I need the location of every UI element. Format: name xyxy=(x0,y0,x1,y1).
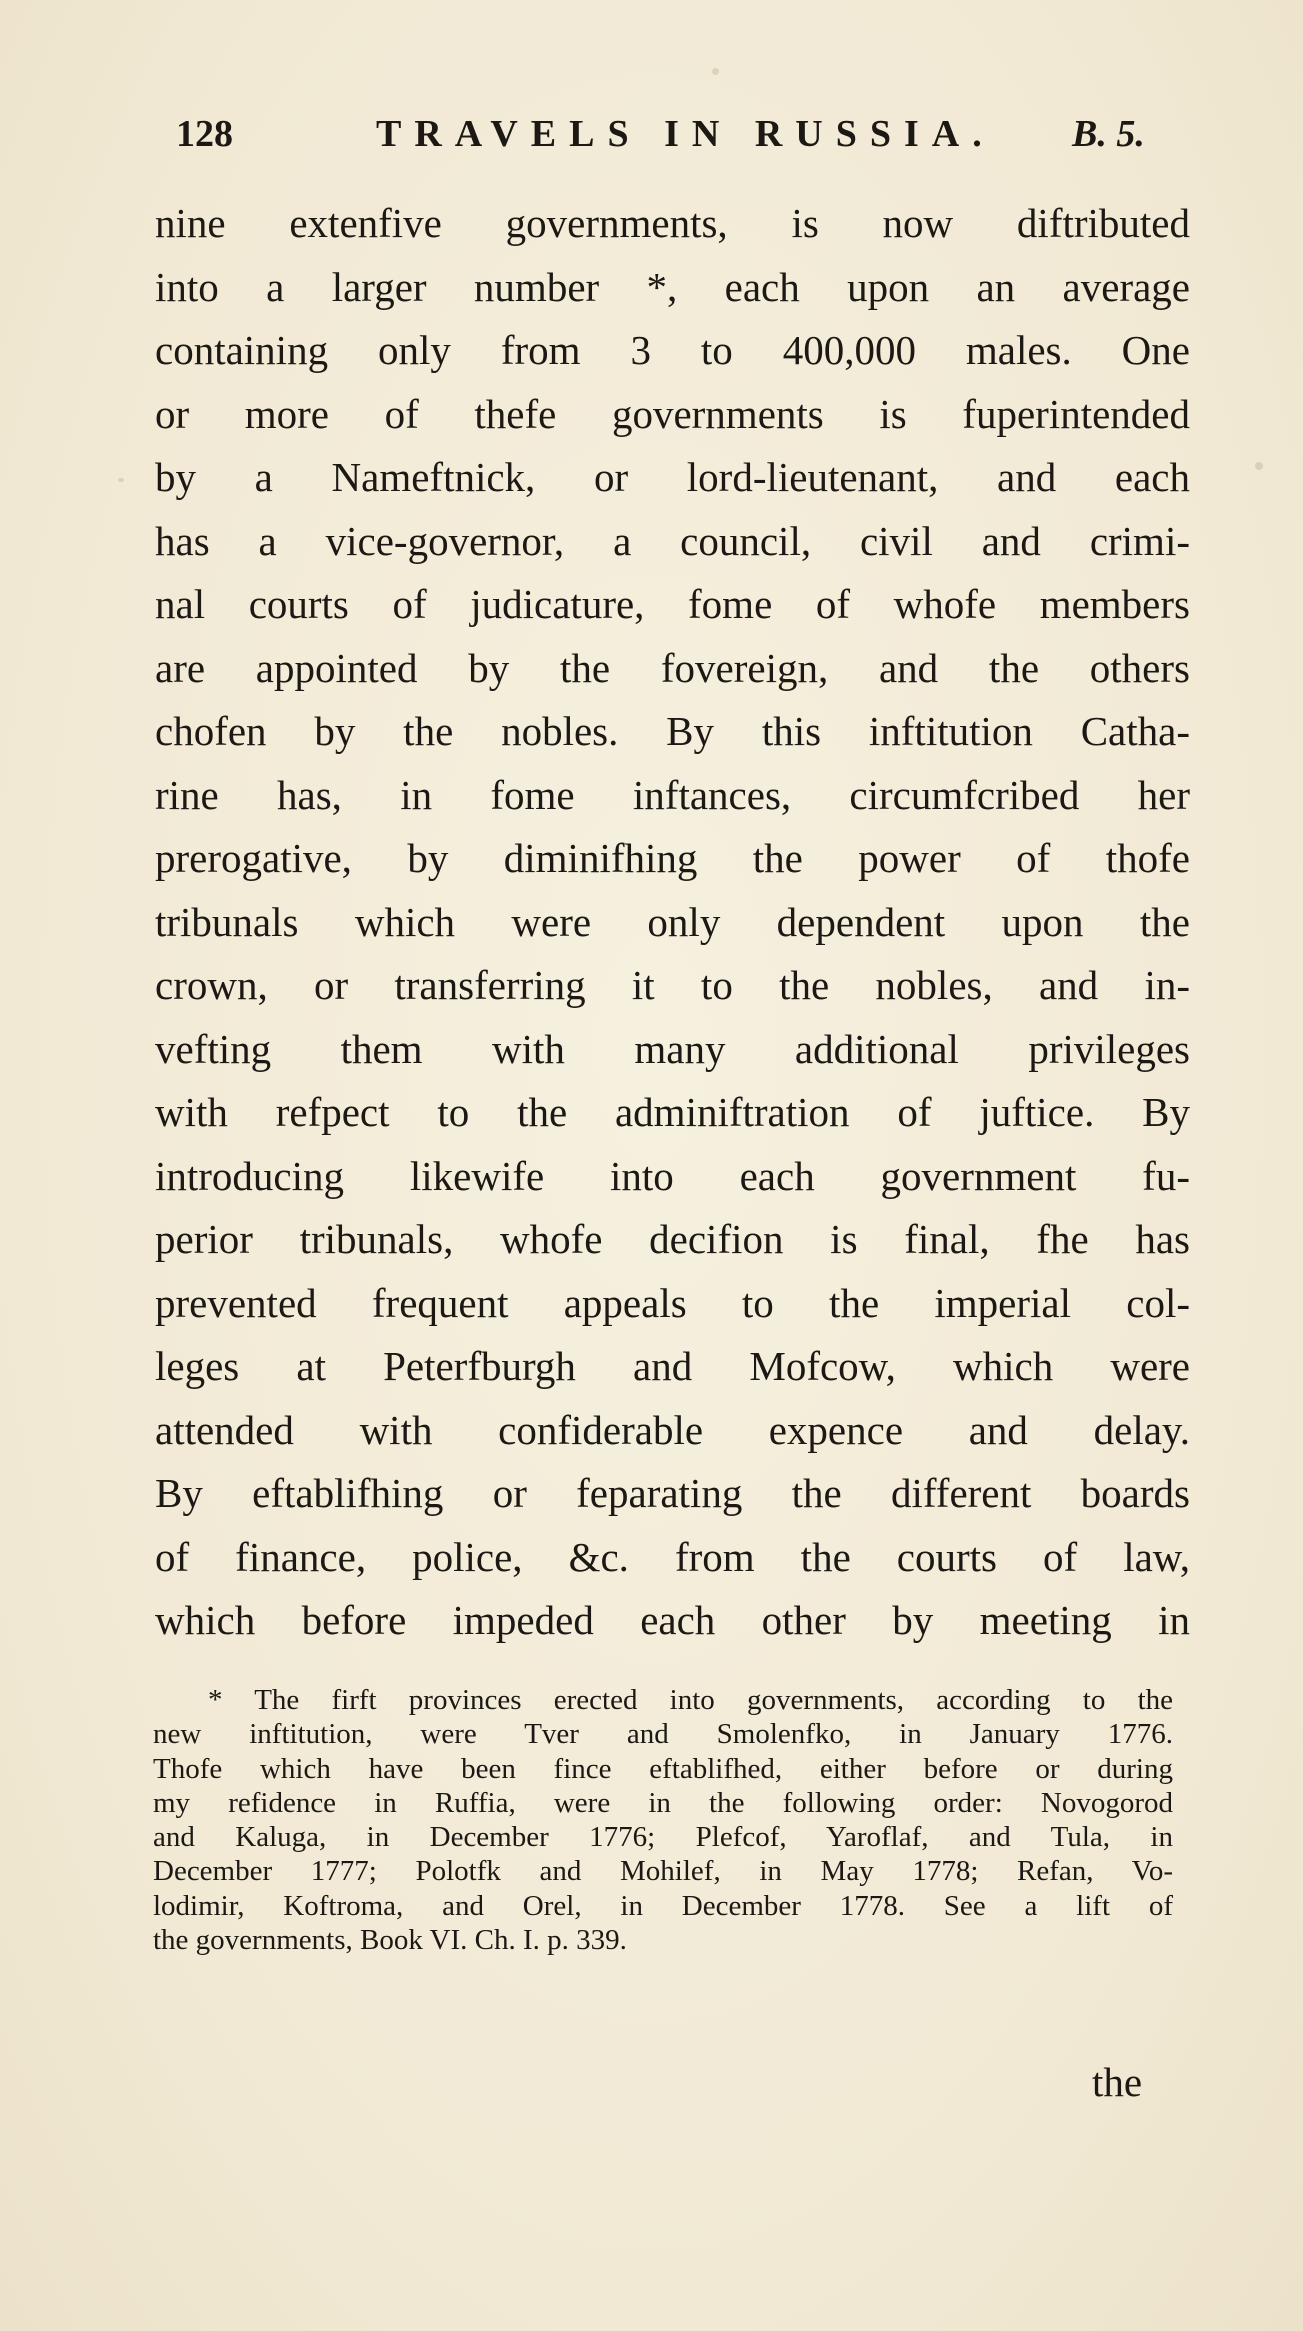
running-title: TRAVELS IN RUSSIA. xyxy=(376,113,995,155)
footnote-line: lodimir, Koftroma, and Orel, in December 1778. See a lift of xyxy=(153,1889,1173,1922)
footnote-line: the governments, Book VI. Ch. I. p. 339. xyxy=(153,1924,627,1957)
text-line: tribunals which were only dependent upon the xyxy=(155,898,1190,945)
text-line: prerogative, by diminifhing the power of thofe xyxy=(155,835,1190,881)
catchword: the xyxy=(1092,2059,1143,2105)
text-line: or more of thefe governments is fuperintended xyxy=(155,390,1190,437)
text-line: into a larger number *, each upon an average xyxy=(155,263,1190,310)
footnote-line: my refidence in Ruffia, were in the following order: Novogorod xyxy=(153,1786,1173,1819)
ink-speck xyxy=(118,478,124,482)
text-line: nine extenfive governments, is now diftributed xyxy=(155,200,1190,246)
page-number: 128 xyxy=(176,113,233,155)
text-line: with refpect to the adminiftration of juftice. By xyxy=(155,1089,1190,1135)
text-line: leges at Peterfburgh and Mofcow, which were xyxy=(155,1343,1190,1389)
text-line: rine has, in fome inftances, circumfcribed her xyxy=(155,771,1190,818)
text-line: nal courts of judicature, fome of whofe members xyxy=(155,581,1190,627)
ink-speck xyxy=(1255,462,1263,470)
text-line: vefting them with many additional privileges xyxy=(155,1025,1190,1072)
footnote-line: December 1777; Polotfk and Mohilef, in May 1778; Refan, Vo- xyxy=(153,1855,1173,1888)
text-line: containing only from 3 to 400,000 males. One xyxy=(155,327,1190,373)
text-line: chofen by the nobles. By this inftitution Catha- xyxy=(155,708,1190,754)
text-line: prevented frequent appeals to the imperial col- xyxy=(155,1279,1190,1326)
text-line: introducing likewife into each government fu- xyxy=(155,1152,1190,1199)
footnote-line: and Kaluga, in December 1776; Plefcof, Yaroflaf, and Tula, in xyxy=(153,1821,1173,1854)
ink-speck xyxy=(712,68,719,75)
text-line: By eftablifhing or feparating the different boards xyxy=(155,1470,1190,1516)
body-text xyxy=(155,192,1190,1653)
text-line: attended with confiderable expence and delay. xyxy=(155,1406,1190,1453)
footnote-line: new inftitution, were Tver and Smolenfko, in January 1776. xyxy=(153,1718,1173,1751)
text-line: by a Nameftnick, or lord-lieutenant, and each xyxy=(155,454,1190,500)
text-line: of finance, police, &c. from the courts of law, xyxy=(155,1533,1190,1580)
text-line: which before impeded each other by meeting in xyxy=(155,1597,1190,1643)
text-line: perior tribunals, whofe decifion is final, fhe has xyxy=(155,1216,1190,1262)
chapter-reference: B. 5. xyxy=(1072,113,1145,155)
text-line: crown, or transferring it to the nobles, and in- xyxy=(155,962,1190,1008)
running-head xyxy=(176,112,1176,162)
footnote-line: * The firft provinces erected into governments, according to the xyxy=(208,1684,1173,1716)
text-line: are appointed by the fovereign, and the others xyxy=(155,644,1190,691)
footnote-line: Thofe which have been fince eftablifhed, either before or during xyxy=(153,1752,1173,1785)
footnote xyxy=(153,1683,1173,1957)
text-line: has a vice-governor, a council, civil and crimi- xyxy=(155,517,1190,564)
